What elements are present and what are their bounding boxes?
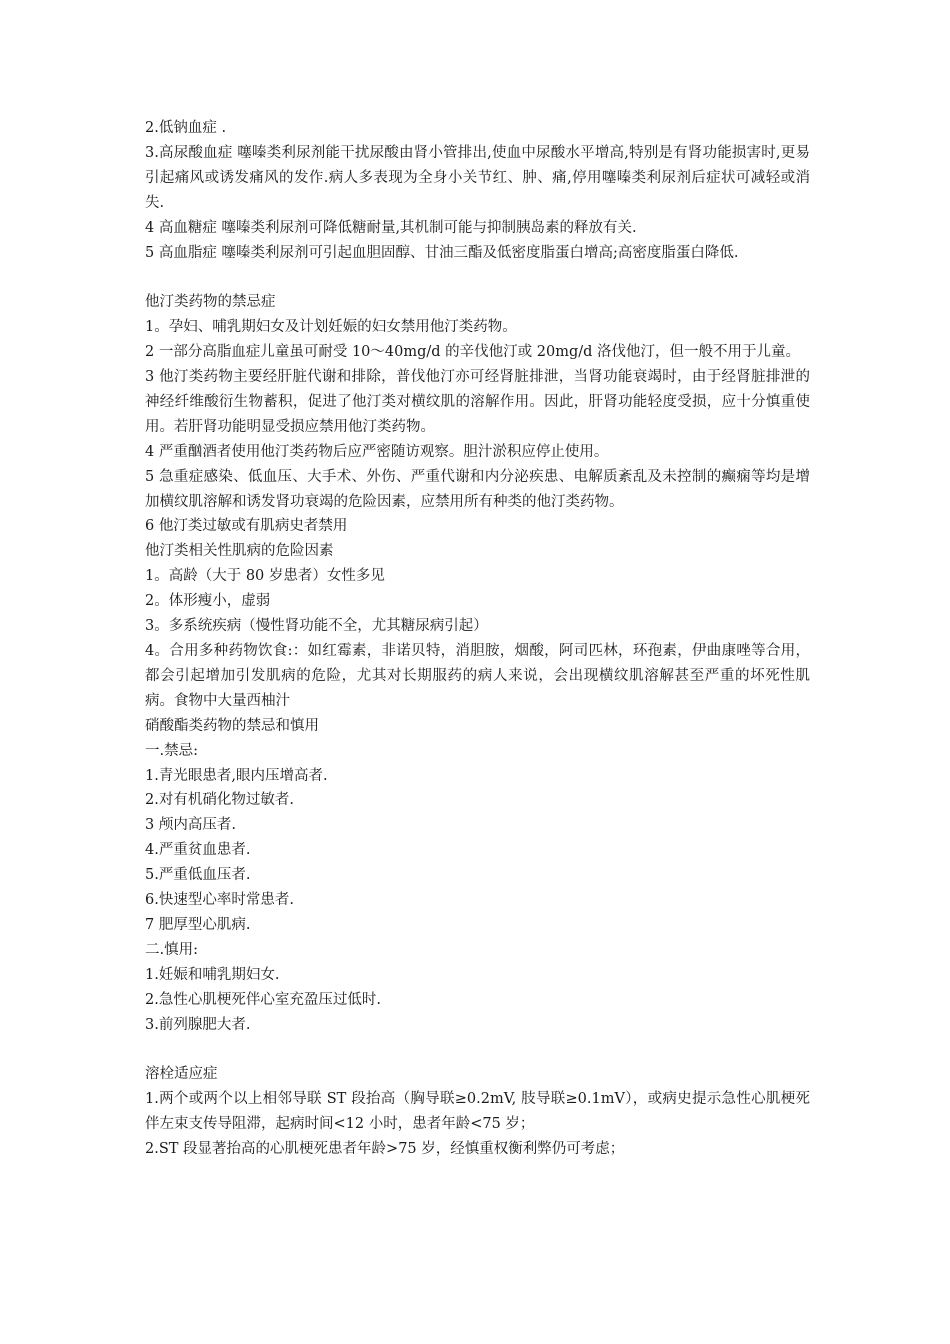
list-item: 3 他汀类药物主要经肝脏代谢和排除，普伐他汀亦可经肾脏排泄，当肾功能衰竭时，由于经肾脏排泄的神经纤维酸衍生物蓄积，促进了他汀类对横纹肌的溶解作用。因此，肝肾功能轻度受损，应十分慎重使用。若肝肾功能明显受损应禁用他汀类药物。 bbox=[145, 369, 810, 435]
section-heading-nitrates: 硝酸酯类药物的禁忌和慎用 bbox=[145, 717, 319, 734]
list-item: 2。体形瘦小，虚弱 bbox=[145, 593, 271, 610]
blank-line bbox=[145, 265, 810, 290]
blank-line bbox=[145, 1038, 810, 1063]
section-heading-statin-contraindications: 他汀类药物的禁忌症 bbox=[145, 294, 276, 311]
list-item: 2.急性心肌梗死伴心室充盈压过低时. bbox=[145, 991, 381, 1008]
list-item: 5.严重低血压者. bbox=[145, 867, 251, 884]
list-item: 1。孕妇、哺乳期妇女及计划妊娠的妇女禁用他汀类药物。 bbox=[145, 319, 517, 336]
list-item: 1。高龄（大于 80 岁患者）女性多见 bbox=[145, 568, 385, 585]
list-item: 4.严重贫血患者. bbox=[145, 842, 251, 859]
list-item: 2.对有机硝化物过敏者. bbox=[145, 792, 294, 809]
list-item: 1.妊娠和哺乳期妇女. bbox=[145, 966, 280, 983]
list-item: 3.前列腺肥大者. bbox=[145, 1016, 251, 1033]
subsection-heading-contraindications: 一.禁忌: bbox=[145, 742, 198, 759]
list-item: 2.ST 段显著抬高的心肌梗死患者年龄>75 岁，经慎重权衡利弊仍可考虑； bbox=[145, 1141, 625, 1158]
list-item: 7 肥厚型心肌病. bbox=[145, 916, 251, 933]
list-item: 6.快速型心率时常患者. bbox=[145, 892, 294, 909]
subsection-heading-cautions: 二.慎用: bbox=[145, 941, 198, 958]
list-item: 1.两个或两个以上相邻导联 ST 段抬高（胸导联≥0.2mV, 肢导联≥0.1mV），或病史提示急性心肌梗死伴左束支传导阻滞，起病时间<12 小时，患者年龄<75 岁； bbox=[145, 1091, 810, 1133]
list-item: 3。多系统疾病（慢性肾功能不全，尤其糖尿病引起） bbox=[145, 618, 488, 635]
list-item: 3 颅内高压者. bbox=[145, 817, 236, 834]
list-item: 5 急重症感染、低血压、大手术、外伤、严重代谢和内分泌疾患、电解质紊乱及未控制的癫痫等均是增加横纹肌溶解和诱发肾功衰竭的危险因素，应禁用所有种类的他汀类药物。 bbox=[145, 468, 810, 510]
list-item: 2 一部分高脂血症儿童虽可耐受 10～40mg/d 的辛伐他汀或 20mg/d 洛伐他汀，但一般不用于儿童。 bbox=[145, 344, 801, 361]
list-item: 1.青光眼患者,眼内压增高者. bbox=[145, 767, 328, 784]
paragraph-hyperglycemia: 4 高血糖症 噻嗪类利尿剂可降低糖耐量,其机制可能与抑制胰岛素的释放有关. bbox=[145, 219, 637, 236]
section-heading-thrombolysis-indications: 溶栓适应症 bbox=[145, 1066, 218, 1083]
list-item: 6 他汀类过敏或有肌病史者禁用 bbox=[145, 518, 348, 535]
section-heading-statin-myopathy-risks: 他汀类相关性肌病的危险因素 bbox=[145, 543, 334, 560]
paragraph-hyponatremia: 2.低钠血症 . bbox=[145, 120, 227, 136]
paragraph-hyperuricemia: 3.高尿酸血症 噻嗪类利尿剂能干扰尿酸由肾小管排出,使血中尿酸水平增高,特别是有肾功能损害时,更易引起痛风或诱发痛风的发作.病人多表现为全身小关节红、肿、痛,停用噻嗪类利尿剂后症状可减轻或消失. bbox=[145, 144, 810, 211]
paragraph-hyperlipidemia: 5 高血脂症 噻嗪类利尿剂可引起血胆固醇、甘油三酯及低密度脂蛋白增高;高密度脂蛋白降低. bbox=[145, 244, 739, 261]
document-body bbox=[145, 116, 810, 1162]
list-item: 4 严重酗酒者使用他汀类药物后应严密随访观察。胆汁淤积应停止使用。 bbox=[145, 443, 609, 460]
list-item: 4。合用多种药物饮食:：如红霉素，非诺贝特，消胆胺，烟酸，阿司匹林，环孢素，伊曲康唑等合用，都会引起增加引发肌病的危险，尤其对长期服药的病人来说，会出现横纹肌溶解甚至严重的坏死性肌病。食物中大量西柚汁 bbox=[145, 643, 810, 709]
